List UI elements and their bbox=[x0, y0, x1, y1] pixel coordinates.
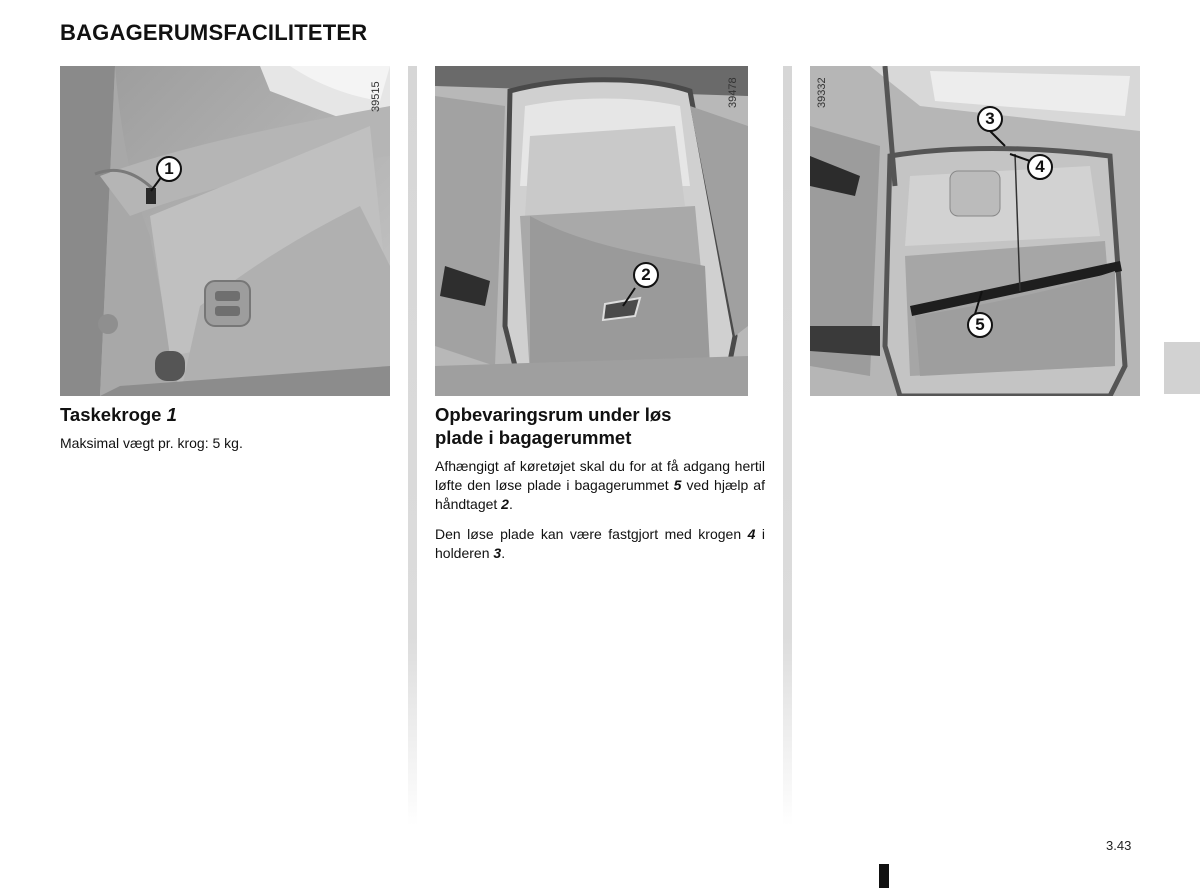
callout-5: 5 bbox=[967, 312, 993, 338]
print-mark bbox=[879, 864, 889, 888]
storage-heading bbox=[435, 403, 765, 449]
boot-floor-illustration bbox=[435, 66, 748, 396]
figure-luggage-hooks bbox=[60, 66, 390, 396]
storage-paragraph-2 bbox=[435, 525, 765, 563]
figure-code: 39515 bbox=[370, 81, 382, 112]
figure-code: 39332 bbox=[816, 77, 828, 108]
storage-heading-line2: plade i bagagerummet bbox=[435, 427, 632, 448]
storage-p1-ref-2: 2 bbox=[501, 496, 509, 512]
section-thumb-tab bbox=[1164, 342, 1200, 394]
storage-p1-ref-5: 5 bbox=[673, 477, 682, 493]
callout-4: 4 bbox=[1027, 154, 1053, 180]
figure-boot-floor-hook bbox=[810, 66, 1140, 396]
hooks-body-text: Maksimal vægt pr. krog: 5 kg. bbox=[60, 435, 243, 451]
hooks-heading-ref: 1 bbox=[166, 404, 177, 425]
hooks-body bbox=[60, 434, 390, 464]
storage-p2-text-c: . bbox=[501, 545, 506, 561]
callout-1: 1 bbox=[156, 156, 182, 182]
storage-p2-text-a: Den løse plade kan være fastgjort med krogen bbox=[435, 526, 748, 542]
storage-p2-ref-4: 4 bbox=[747, 526, 756, 542]
page-title: BAGAGERUMSFACILITETER bbox=[60, 20, 368, 45]
storage-heading-line1: Opbevaringsrum under løs bbox=[435, 404, 672, 425]
storage-p2-ref-3: 3 bbox=[493, 545, 502, 561]
column-divider-right bbox=[783, 66, 792, 826]
page-number: 3.43 bbox=[1106, 838, 1132, 853]
storage-p1-text-a: Afhængigt af køretøjet skal du for at få adgang hertil løfte den løse plade i bagagerummet bbox=[435, 458, 765, 493]
storage-p2-text-b: i holderen bbox=[435, 526, 766, 561]
figure-code: 39478 bbox=[727, 77, 739, 108]
callout-2: 2 bbox=[633, 262, 659, 288]
callout-3: 3 bbox=[977, 106, 1003, 132]
hooks-heading-text: Taskekroge bbox=[60, 404, 162, 425]
storage-paragraph-1 bbox=[435, 457, 765, 514]
storage-p1-text-b: ved hjælp af håndtaget bbox=[435, 477, 765, 512]
boot-floor-hook-illustration bbox=[810, 66, 1140, 396]
hooks-heading bbox=[60, 403, 177, 426]
luggage-hooks-illustration bbox=[60, 66, 390, 396]
storage-body bbox=[435, 457, 765, 574]
storage-p1-text-c: . bbox=[508, 496, 513, 512]
figure-boot-floor bbox=[435, 66, 748, 396]
column-divider-left bbox=[408, 66, 417, 826]
